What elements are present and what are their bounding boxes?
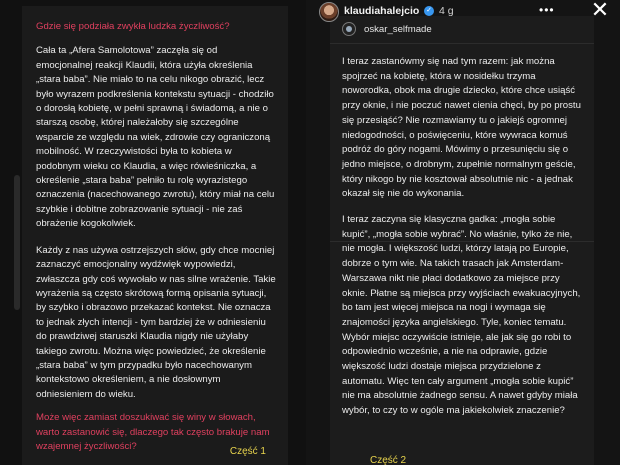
right-paragraph-2: I teraz zaczyna się klasyczna gadka: „mogła sobie kupić”, „mogła sobie wybrać”. No właśnie, tylko że nie, nie mogła. I większość ludzi, którzy latają po Europie, dobrze o tym wie. Na takich trasach jak Amsterdam-Warszawa nikt nie płaci dodatkowo za miejsce przy oknie. Płatne są miejsca przy wyjściach ewakuacyjnych, bo tam jest więcej miejsca na nogi i wymaga się znajomości języka angielskiego. Tyle, koniec tematu. Wybór miejsc oczywiście istnieje, ale jak się go robi to odpowiednio wcześnie, a nie na odprawie, gdzie większość ludzi dostaje miejsca przydzielone z automatu. Więc ten cały argument „mogła sobie kupić” nie ma absolutnie żadnego sensu. A nawet gdyby miała wybór, to czy to w ogóle ma jakiekolwiek znaczenie? <box>342 214 581 417</box>
right-paragraph-1: I teraz zastanówmy się nad tym razem: jak można spojrzeć na kobietę, która w nosidełku trzyma noworodka, obok ma drugie dziecko, które chce usiąść przy oknie, i nie poczuć nawet cienia chęci, by po prostu się przesiąść? Nie rozmawiamy tu o jakiejś ogromnej niedogodności, o poświęceniu, które wywraca komuś podróż do góry nogami. Mówimy o przesunięciu się o jedno miejsce, o drobnym, zupełnie normalnym geście, który nikogo by nie kosztował absolutnie nic - a jednak okazał się nie do wykonania. <box>342 56 581 200</box>
right-text-card <box>330 16 594 465</box>
left-paragraph-2: Każdy z nas używa ostrzejszych słów, gdy chce mocniej zaznaczyć emocjonalny wydźwięk wypowiedzi, zwłaszcza gdy coś wywołało w nas silne wrażenie. Takie wyrażenia są często skrótową formą opisania sytuacji, by szybko i obrazowo przekazać kontekst. Nie oznacza to jednak złych intencji - tym bardziej że w odniesieniu do prawdziwej staruszki Klaudia nigdy nie użyłaby takiego zwrotu. Można więc powiedzieć, że określenie „stara baba” w tym przypadku było nacechowanym kontekstowo określeniem, a nie dosłownym odniesieniem do wieku. <box>36 244 276 400</box>
part-label-2: Część 2 <box>370 455 407 465</box>
more-options-icon[interactable]: ••• <box>539 3 555 17</box>
story-timestamp: 4 g <box>439 5 454 17</box>
close-icon[interactable]: ✕ <box>590 0 610 22</box>
post-avatar[interactable] <box>342 22 356 36</box>
part-label-1: Część 1 <box>229 446 266 457</box>
left-text-card <box>22 6 288 465</box>
story-username[interactable]: klaudiahalejcio <box>344 5 420 17</box>
post-body <box>330 44 594 430</box>
story-avatar[interactable] <box>319 2 339 22</box>
left-story-panel <box>0 0 306 465</box>
previous-story-edge[interactable] <box>14 175 20 310</box>
verified-badge-icon: ✓ <box>424 6 434 16</box>
left-paragraph-1: Cała ta „Afera Samolotowa” zaczęła się od emocjonalnej reakcji Klaudii, która użyła określenia „stara baba”. Nie miało to na celu nikogo obrazić, lecz było wyrazem podkreślenia kontekstu sytuacji - chodziło o dorosłą kobietę, w pełni sprawną i świadomą, a nie o starszą osobę, której należałoby się szczególne wsparcie ze względu na wiek, zdrowie czy ograniczoną mobilność. W rzeczywistości była to kobieta w podobnym wieku co Klaudia, a więc rówieśniczka, a określenie „stara baba” pełniło tu rolę wyrazistego oznaczenia (nacechowanego zwrotu), który miał na celu szybkie i dobitne zobrazowanie sytuacji - nie zaś obrażenie kogokolwiek. <box>36 45 275 230</box>
left-closing: Może więc zamiast doszukiwać się winy w słowach, warto zastanowić się, dlaczego tak często brakuje nam wzajemnej życzliwości? <box>36 412 270 452</box>
left-question: Gdzie się podziała zwykła ludzka życzliwość? <box>36 21 230 32</box>
right-story-panel <box>306 0 620 465</box>
post-username[interactable]: oskar_selfmade <box>364 24 432 35</box>
divider <box>330 241 594 242</box>
story-header <box>306 0 620 24</box>
